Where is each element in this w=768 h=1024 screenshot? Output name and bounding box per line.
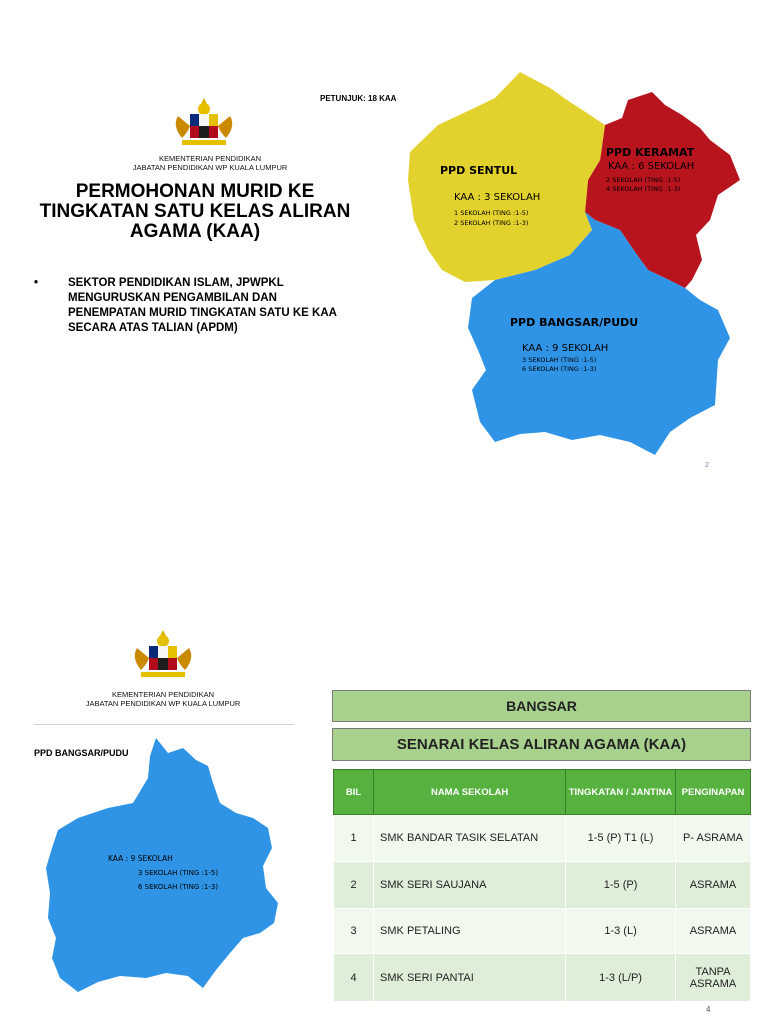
bullet-line-2: MENGURUSKAN PENGAMBILAN DAN bbox=[68, 292, 277, 304]
cell-ting: 1-5 (P) bbox=[566, 862, 676, 909]
col-penginapan: PENGINAPAN bbox=[676, 770, 751, 815]
cell-inap: TANPA ASRAMA bbox=[676, 954, 751, 1002]
col-bil: BIL bbox=[334, 770, 374, 815]
ministry-line-2: JABATAN PENDIDIKAN WP KUALA LUMPUR bbox=[132, 163, 288, 172]
bullet-paragraph bbox=[68, 276, 378, 336]
ministry-2-line-1: KEMENTERIAN PENDIDIKAN bbox=[111, 690, 215, 699]
cell-nama: SMK BANDAR TASIK SELATAN bbox=[374, 815, 566, 862]
sentul-kaa: KAA : 3 SEKOLAH bbox=[454, 192, 541, 203]
sentul-name: PPD SENTUL bbox=[440, 164, 518, 177]
ministry-name bbox=[130, 154, 290, 172]
ministry-line-1: KEMENTERIAN PENDIDIKAN bbox=[158, 154, 262, 163]
list-header bbox=[332, 728, 751, 761]
title-line-1: PERMOHONAN MURID KE bbox=[75, 181, 315, 202]
cell-bil: 4 bbox=[334, 954, 374, 1002]
table-row bbox=[334, 815, 751, 862]
col-nama-sekolah: NAMA SEKOLAH bbox=[374, 770, 566, 815]
page-number-2: 2 bbox=[705, 462, 709, 469]
map-legend: PETUNJUK: 18 KAA bbox=[320, 94, 397, 103]
title-line-3: AGAMA (KAA) bbox=[129, 221, 261, 242]
bangsar-detail-1: 3 SEKOLAH (TING :1-5) bbox=[522, 356, 597, 364]
bullet-line-4: SECARA ATAS TALIAN (APDM) bbox=[68, 322, 238, 334]
cell-bil: 1 bbox=[334, 815, 374, 862]
bullet-line-1: SEKTOR PENDIDIKAN ISLAM, JPWPKL bbox=[68, 277, 284, 289]
table-header-row bbox=[334, 770, 751, 815]
keramat-name: PPD KERAMAT bbox=[606, 146, 695, 159]
map2-detail-2: 6 SEKOLAH (TING :1-3) bbox=[138, 883, 219, 891]
sentul-detail-1: 1 SEKOLAH (TING :1-5) bbox=[454, 209, 529, 217]
bullet-marker: • bbox=[34, 277, 39, 289]
page-number-4: 4 bbox=[706, 1005, 711, 1014]
district-header bbox=[332, 690, 751, 722]
map-title: PPD BANGSAR/PUDU bbox=[34, 748, 129, 758]
cell-inap: P- ASRAMA bbox=[676, 815, 751, 862]
map2-kaa: KAA : 9 SEKOLAH bbox=[108, 854, 173, 863]
table-row bbox=[334, 909, 751, 954]
bangsar-pudu-map bbox=[38, 738, 283, 1000]
keramat-detail-2: 4 SEKOLAH (TING :1-3) bbox=[606, 185, 681, 193]
ministry-2-line-2: JABATAN PENDIDIKAN WP KUALA LUMPUR bbox=[85, 699, 241, 708]
slide-title bbox=[30, 182, 360, 242]
coat-of-arms-emblem-2 bbox=[127, 628, 199, 680]
ministry-name-2 bbox=[78, 690, 248, 708]
map2-detail-1: 3 SEKOLAH (TING :1-5) bbox=[138, 869, 219, 877]
list-header-text: SENARAI KELAS ALIRAN AGAMA (KAA) bbox=[396, 736, 687, 753]
cell-ting: 1-3 (L) bbox=[566, 909, 676, 954]
cell-bil: 2 bbox=[334, 862, 374, 909]
cell-inap: ASRAMA bbox=[676, 909, 751, 954]
bangsar-kaa: KAA : 9 SEKOLAH bbox=[522, 343, 609, 354]
keramat-detail-1: 2 SEKOLAH (TING :1-5) bbox=[606, 176, 681, 184]
bangsar-detail-2: 6 SEKOLAH (TING :1-3) bbox=[522, 365, 597, 373]
table-row bbox=[334, 954, 751, 1002]
keramat-kaa: KAA : 6 SEKOLAH bbox=[608, 161, 695, 172]
district-header-text: BANGSAR bbox=[506, 698, 577, 714]
cell-nama: SMK SERI PANTAI bbox=[374, 954, 566, 1002]
kaa-school-table bbox=[333, 769, 751, 1002]
cell-ting: 1-3 (L/P) bbox=[566, 954, 676, 1002]
cell-inap: ASRAMA bbox=[676, 862, 751, 909]
bullet-line-3: PENEMPATAN MURID TINGKATAN SATU KE KAA bbox=[68, 307, 337, 319]
cell-nama: SMK PETALING bbox=[374, 909, 566, 954]
coat-of-arms-emblem bbox=[168, 96, 240, 148]
divider-line bbox=[34, 724, 294, 725]
sentul-detail-2: 2 SEKOLAH (TING :1-3) bbox=[454, 219, 529, 227]
col-tingkatan-jantina: TINGKATAN / JANTINA bbox=[566, 770, 676, 815]
title-line-2: TINGKATAN SATU KELAS ALIRAN bbox=[39, 201, 351, 222]
table-row bbox=[334, 862, 751, 909]
cell-nama: SMK SERI SAUJANA bbox=[374, 862, 566, 909]
bangsar-name: PPD BANGSAR/PUDU bbox=[510, 316, 639, 329]
cell-bil: 3 bbox=[334, 909, 374, 954]
kuala-lumpur-district-map bbox=[400, 70, 745, 465]
cell-ting: 1-5 (P) T1 (L) bbox=[566, 815, 676, 862]
